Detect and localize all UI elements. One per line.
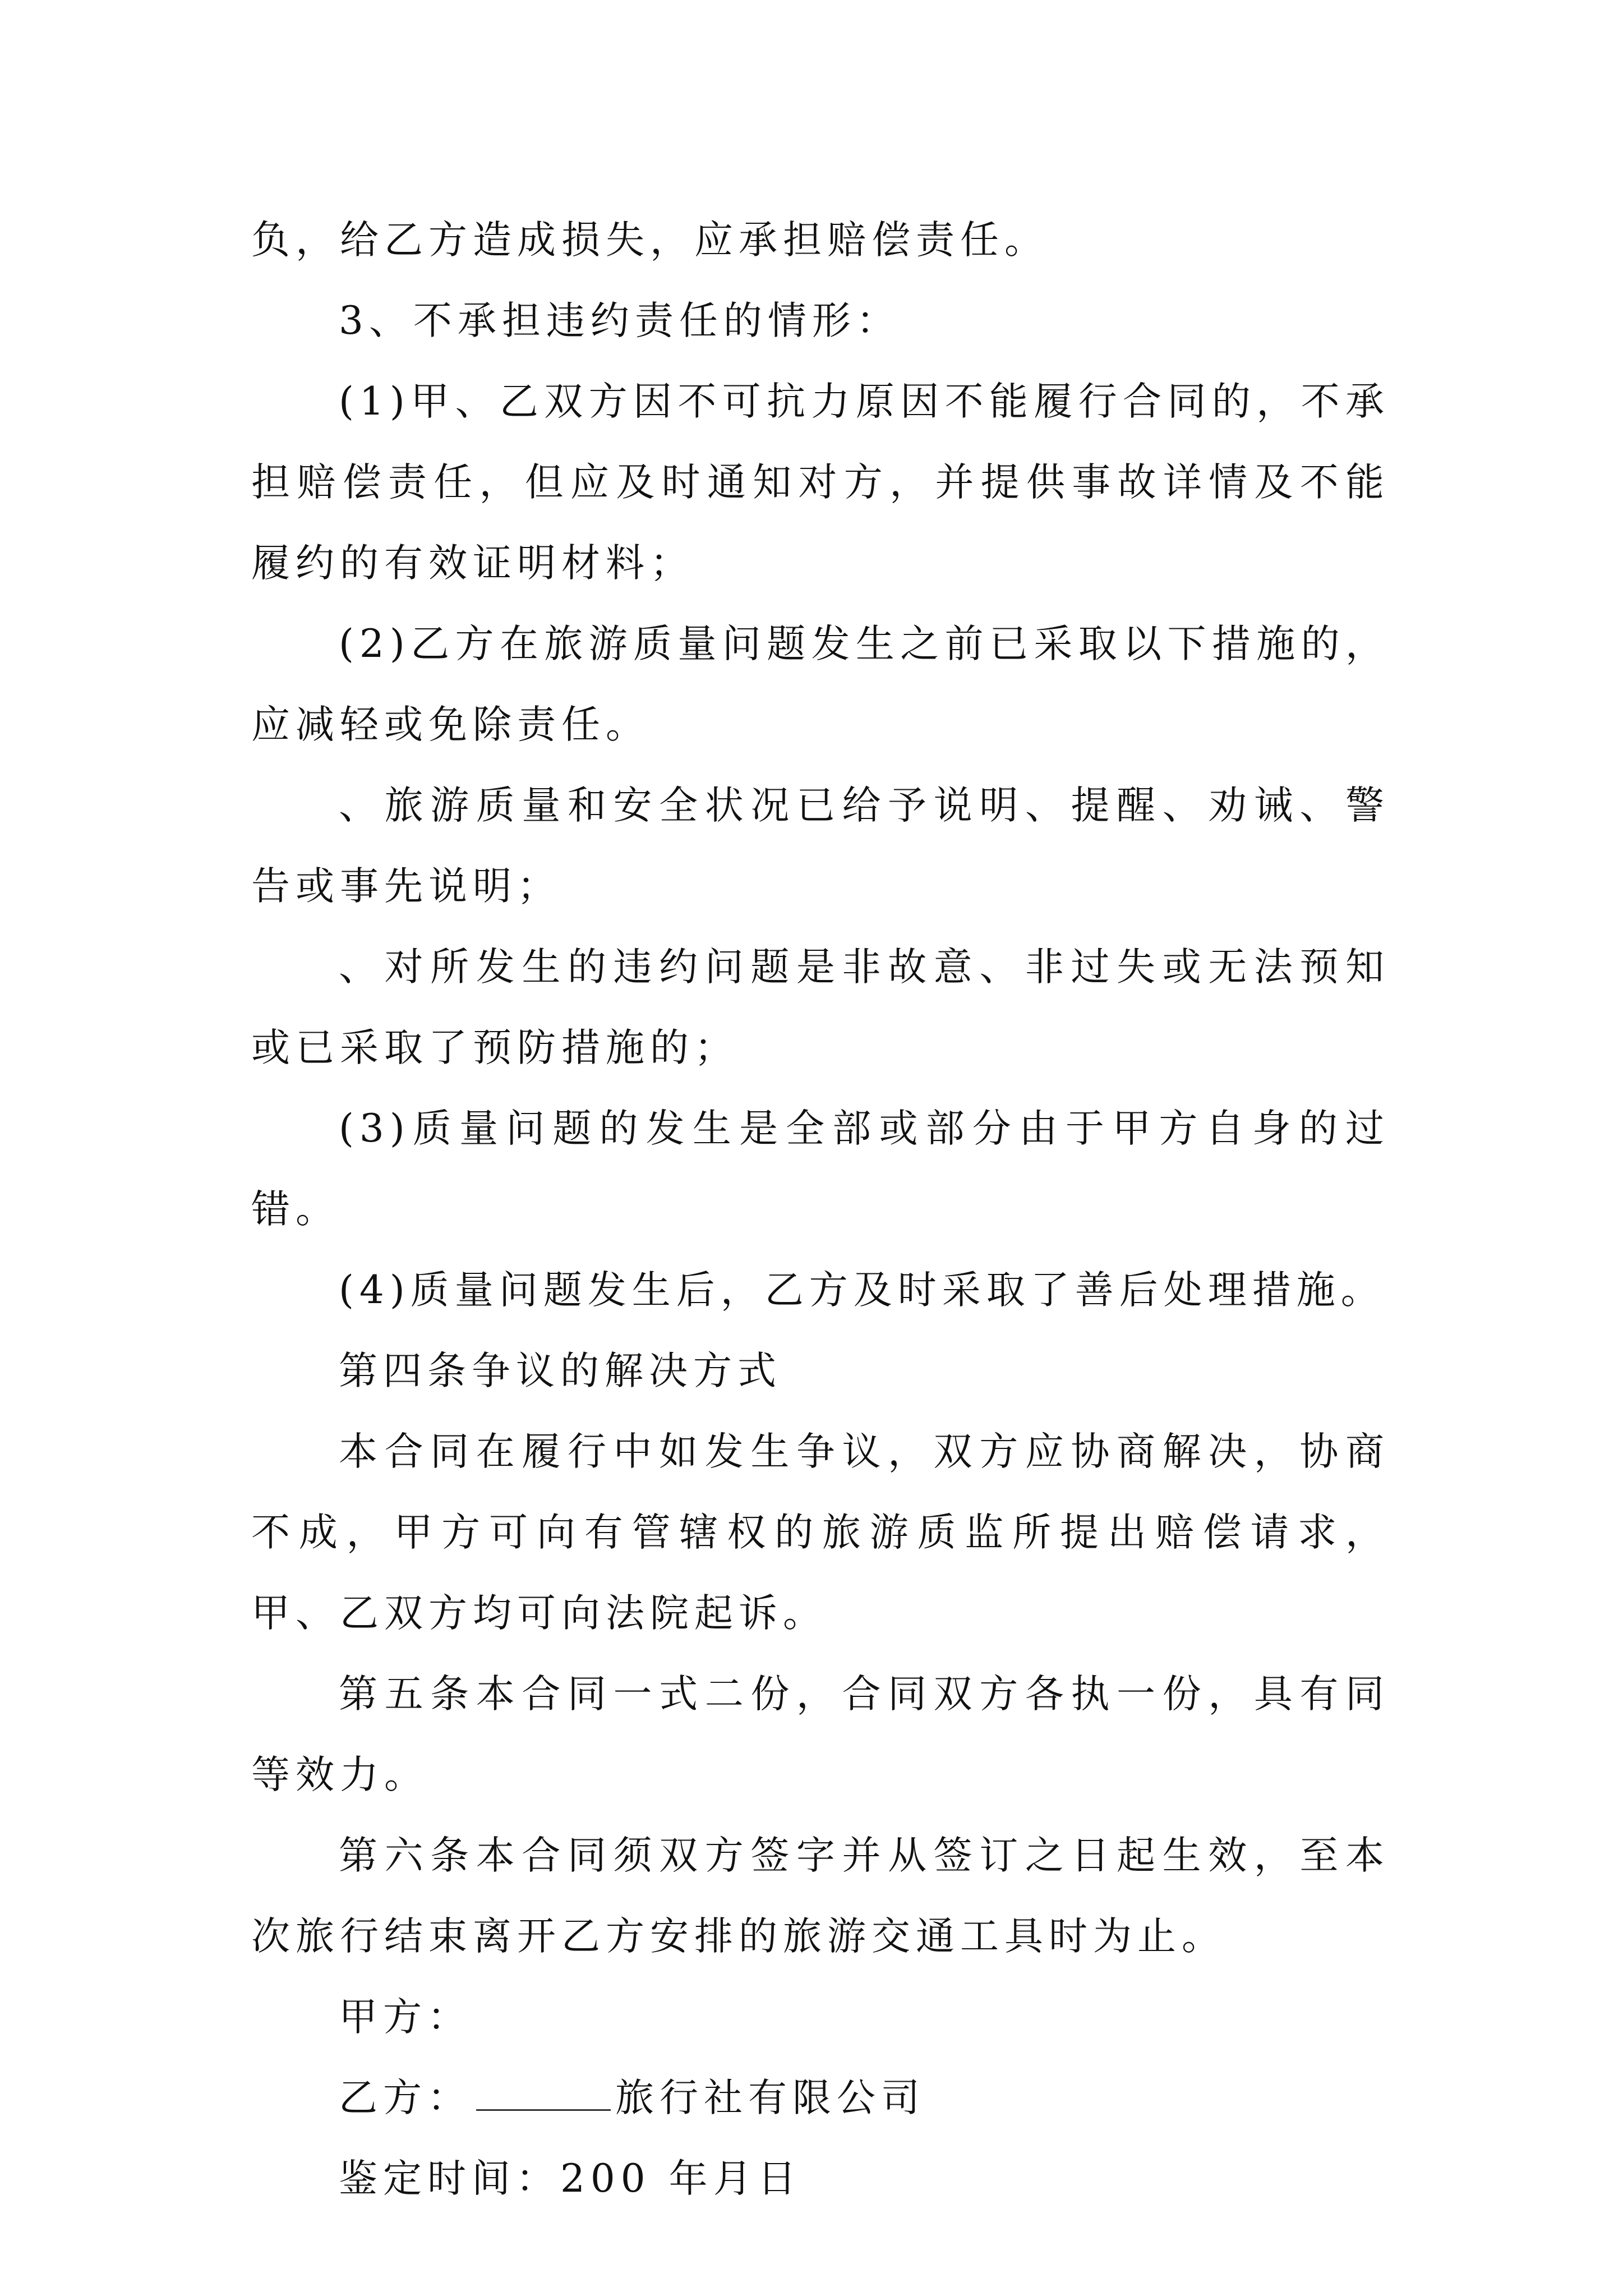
- article-four-title: 第四条争议的解决方式: [339, 1349, 782, 1393]
- paragraph-liability-end: 负，给乙方造成损失，应承担赔偿责任。: [251, 218, 1049, 263]
- party-b-signature: [251, 2058, 1390, 2138]
- party-b-label: 乙方：: [339, 2076, 472, 2120]
- party-b-blank: [476, 2076, 611, 2111]
- signing-date: 鉴定时间：200 年月日: [339, 2156, 802, 2201]
- paragraph-force-majeure: (1)甲、乙双方因不可抗力原因不能履行合同的，不承担赔偿责任，但应及时通知对方，并提供事故详情及不能履约的有效证明材料；: [251, 379, 1390, 586]
- paragraph-exemption-heading: 3、不承担违约责任的情形：: [339, 298, 901, 343]
- article-five: 第五条本合同一式二份，合同双方各执一份，具有同等效力。: [251, 1672, 1390, 1797]
- party-b-suffix: 旅行社有限公司: [615, 2076, 925, 2120]
- article-six: 第六条本合同须双方签字并从签订之日起生效，至本次旅行结束离开乙方安排的旅游交通工具时为止。: [251, 1833, 1390, 1959]
- paragraph-remedial-action: (4)质量问题发生后，乙方及时采取了善后处理措施。: [339, 1268, 1385, 1313]
- paragraph-dispute-resolution: 本合同在履行中如发生争议，双方应协商解决，协商不成，甲方可向有管辖权的旅游质监所提出赔偿请求，甲、乙双方均可向法院起诉。: [251, 1429, 1390, 1636]
- contract-body: [251, 200, 1390, 2219]
- paragraph-party-a-fault: (3)质量问题的发生是全部或部分由于甲方自身的过错。: [251, 1106, 1390, 1232]
- paragraph-mitigation: (2)乙方在旅游质量问题发生之前已采取以下措施的，应减轻或免除责任。: [251, 622, 1390, 747]
- paragraph-warning-given: 、旅游质量和安全状况已给予说明、提醒、劝诫、警告或事先说明；: [251, 783, 1390, 909]
- party-a-signature: 甲方：: [339, 1995, 472, 2040]
- paragraph-unintentional: 、对所发生的违约问题是非故意、非过失或无法预知或已采取了预防措施的；: [251, 945, 1390, 1070]
